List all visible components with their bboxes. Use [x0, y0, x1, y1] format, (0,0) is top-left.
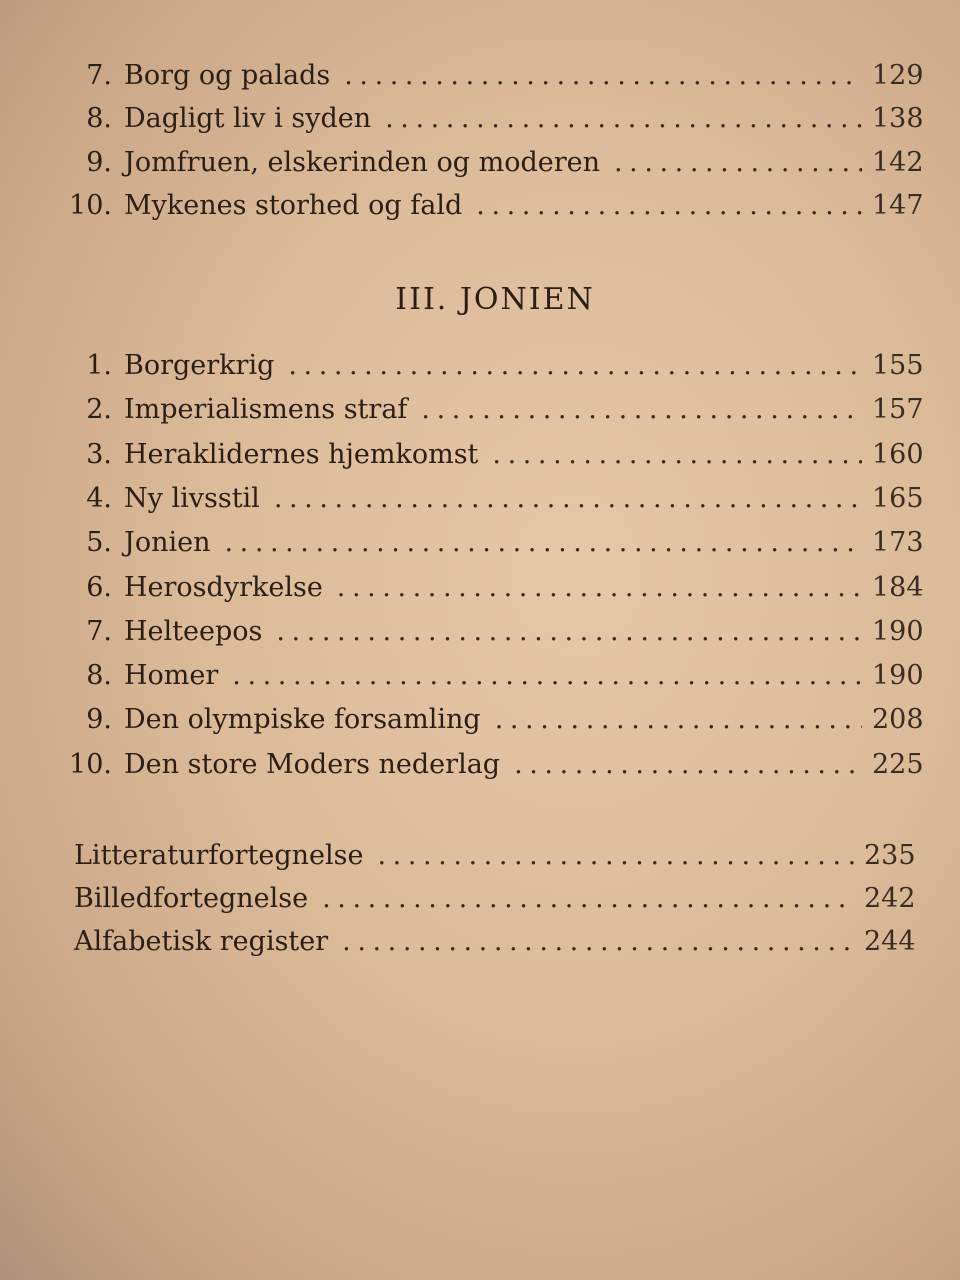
- entry-number: 9.: [86, 704, 112, 736]
- entry-number: 8.: [86, 660, 112, 692]
- entry-page-number: 155: [872, 350, 924, 381]
- entry-title: Jomfruen, elskerinden og moderen: [124, 147, 600, 178]
- toc-entry: [60, 394, 924, 434]
- entry-page-number: 244: [864, 926, 916, 957]
- toc-entry: [60, 704, 924, 744]
- section-heading: III. JONIEN: [395, 282, 595, 317]
- toc-entry: [74, 840, 916, 880]
- entry-number: 9.: [86, 147, 112, 178]
- entry-number: 7.: [86, 615, 112, 647]
- entry-page-number: 160: [872, 438, 924, 470]
- entry-title: Jonien: [124, 527, 211, 559]
- dot-leader: [421, 394, 862, 425]
- dot-leader: [337, 572, 862, 603]
- entry-title: Den store Moders nederlag: [124, 748, 501, 780]
- entry-page-number: 147: [872, 190, 924, 221]
- dot-leader: [288, 350, 862, 381]
- dot-leader: [274, 483, 862, 514]
- entry-title: Dagligt liv i syden: [124, 103, 372, 134]
- toc-entry: [60, 660, 924, 700]
- entry-page-number: 242: [864, 883, 916, 914]
- entry-number: 1.: [86, 350, 112, 381]
- toc-entry: [74, 926, 916, 966]
- dot-leader: [322, 883, 854, 914]
- toc-entry: [60, 615, 924, 656]
- entry-page-number: 235: [864, 840, 916, 871]
- entry-number: 10.: [69, 190, 112, 221]
- entry-number: 4.: [86, 482, 112, 514]
- entry-page-number: 173: [872, 527, 924, 559]
- dot-leader: [276, 616, 862, 647]
- toc-entry: [60, 438, 924, 479]
- entry-number: 7.: [86, 60, 112, 91]
- dot-leader: [232, 660, 862, 691]
- entry-title: Helteepos: [124, 615, 263, 647]
- entry-page-number: 129: [872, 60, 924, 91]
- toc-entry: [60, 147, 924, 187]
- entry-number: 6.: [86, 571, 112, 603]
- dot-leader: [495, 704, 862, 735]
- dot-leader: [342, 926, 854, 957]
- entry-number: 2.: [86, 394, 112, 426]
- entry-number: 10.: [69, 748, 112, 780]
- dot-leader: [224, 527, 862, 558]
- dot-leader: [492, 439, 862, 470]
- toc-entry: [60, 527, 924, 567]
- entry-title: Heraklidernes hjemkomst: [124, 438, 479, 470]
- toc-entry: [60, 190, 924, 230]
- dot-leader: [378, 840, 855, 871]
- entry-number: 3.: [86, 438, 112, 470]
- entry-page-number: 157: [872, 394, 924, 426]
- entry-title: Imperialismens straf: [124, 394, 408, 426]
- dot-leader: [476, 190, 862, 221]
- entry-page-number: 190: [872, 615, 924, 647]
- entry-title: Litteraturfortegnelse: [74, 840, 364, 871]
- entry-title: Ny livsstil: [124, 482, 260, 514]
- entry-page-number: 184: [872, 571, 924, 603]
- toc-entry: [60, 103, 924, 143]
- entry-title: Borg og palads: [124, 60, 331, 91]
- toc-entry: [74, 883, 916, 923]
- entry-page-number: 138: [872, 103, 924, 134]
- entry-title: Billedfortegnelse: [74, 883, 309, 914]
- entry-title: Borgerkrig: [124, 350, 275, 381]
- entry-page-number: 225: [872, 748, 924, 780]
- dot-leader: [514, 749, 862, 780]
- entry-title: Alfabetisk register: [74, 926, 329, 957]
- toc-entry: [60, 350, 924, 390]
- entry-number: 8.: [86, 103, 112, 134]
- entry-title: Den olympiske forsamling: [124, 704, 481, 736]
- toc-entry: [60, 482, 924, 523]
- entry-page-number: 165: [872, 482, 924, 514]
- dot-leader: [344, 60, 862, 91]
- entry-number: 5.: [86, 527, 112, 559]
- entry-title: Herosdyrkelse: [124, 571, 323, 603]
- dot-leader: [385, 103, 862, 134]
- entry-page-number: 208: [872, 704, 924, 736]
- entry-title: Homer: [124, 660, 219, 692]
- entry-title: Mykenes storhed og fald: [124, 190, 463, 221]
- toc-entry: [60, 571, 924, 612]
- entry-page-number: 142: [872, 147, 924, 178]
- toc-entry: [60, 60, 924, 100]
- toc-entry: [60, 748, 924, 789]
- dot-leader: [614, 147, 862, 178]
- entry-page-number: 190: [872, 660, 924, 692]
